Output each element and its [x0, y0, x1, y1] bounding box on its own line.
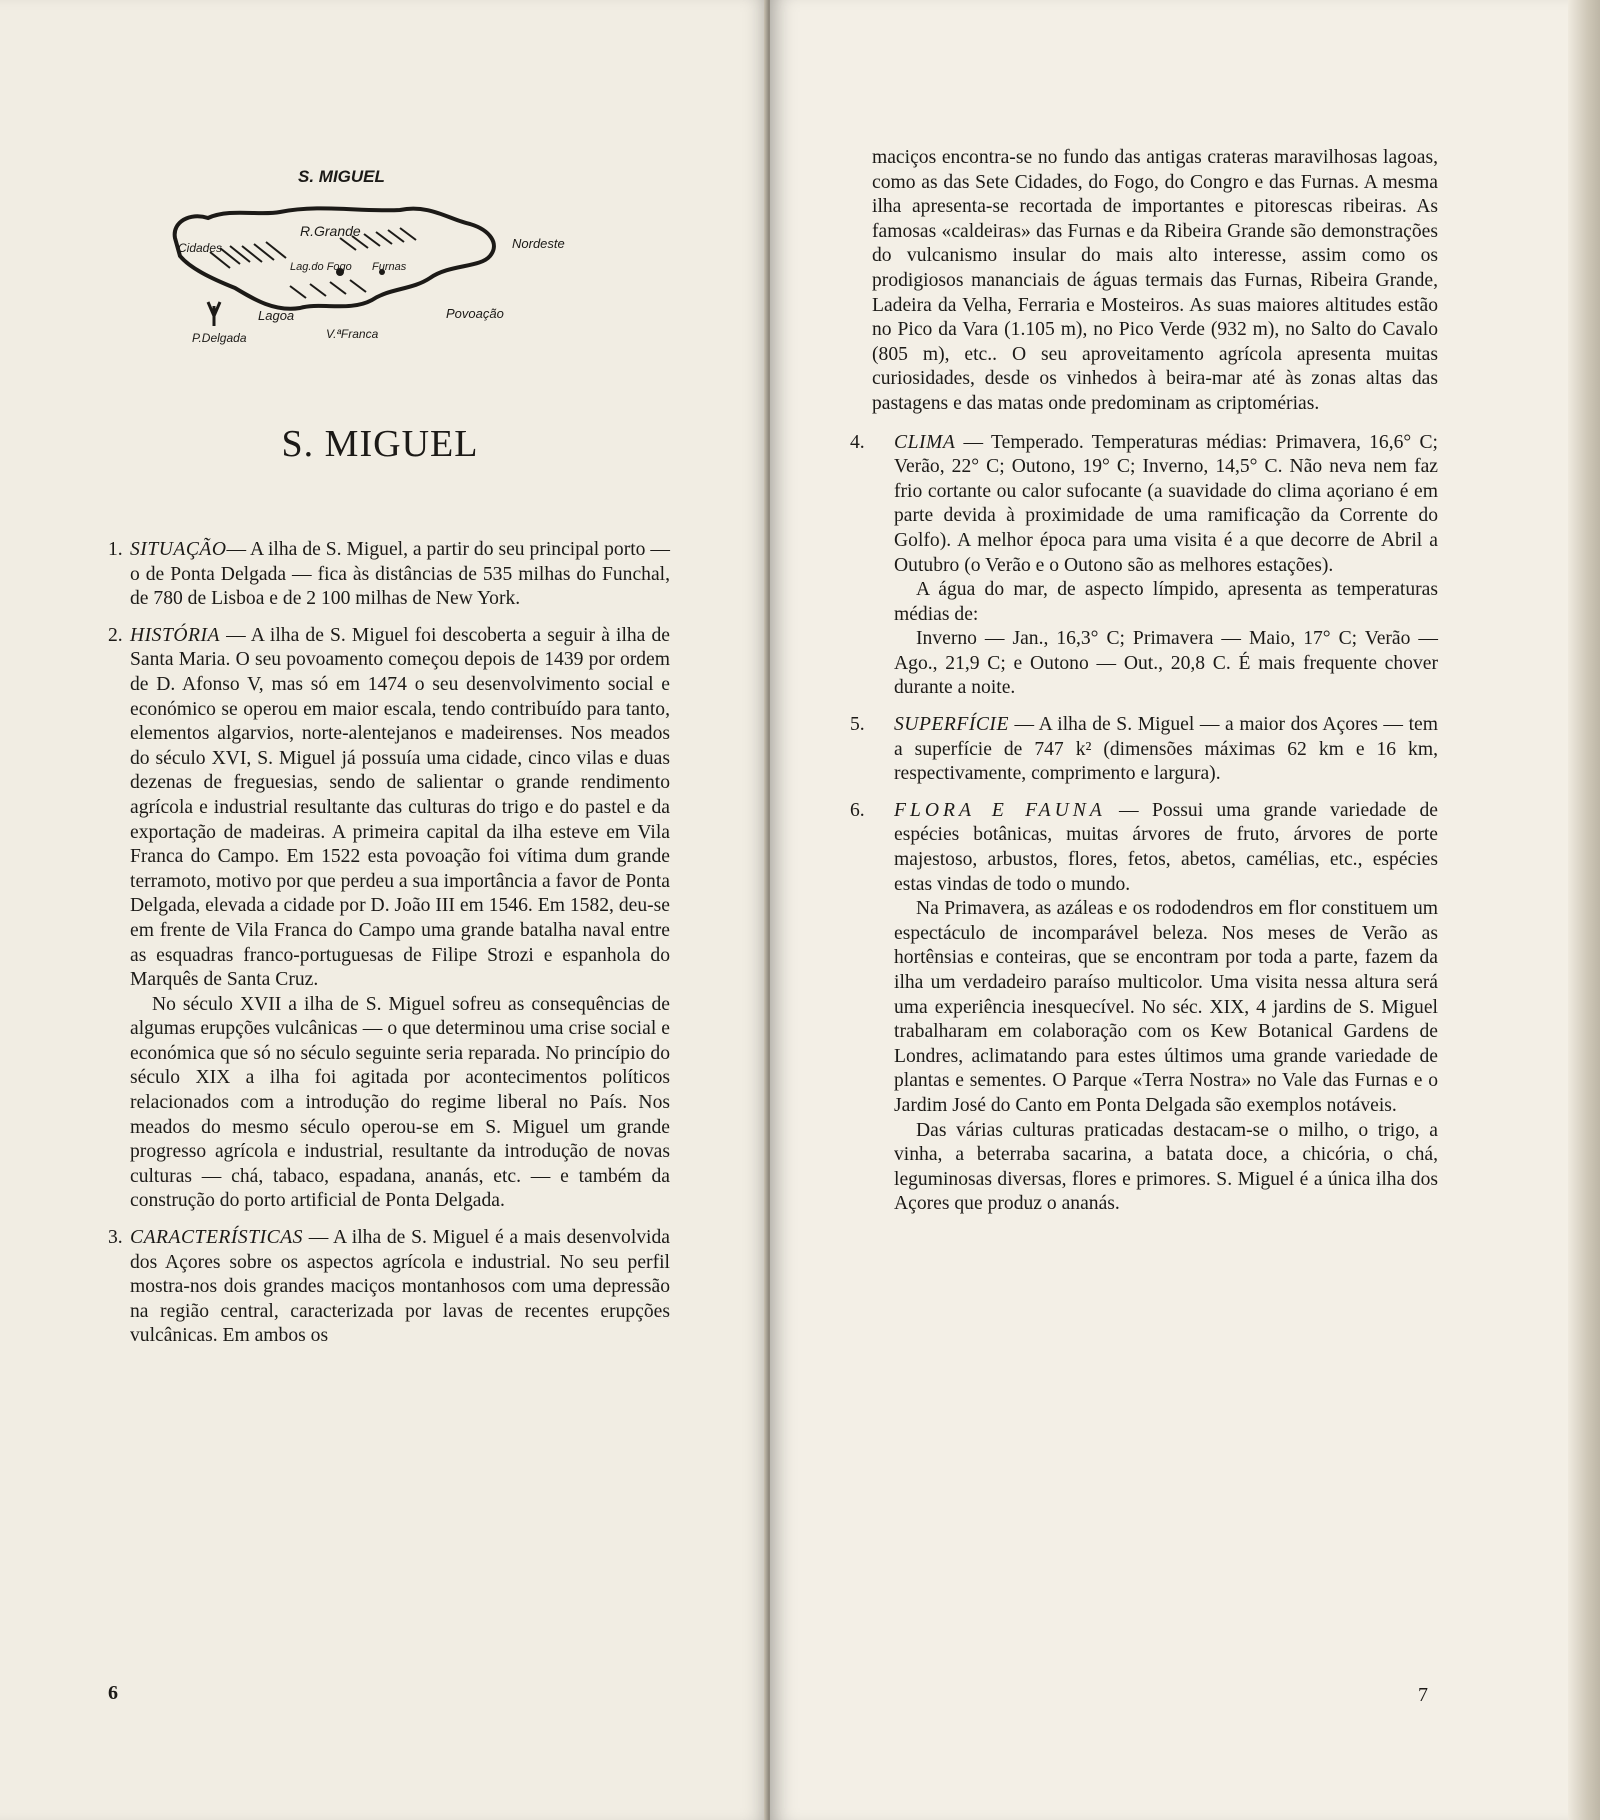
page-title: S. MIGUEL [281, 423, 479, 465]
left-page [0, 0, 770, 1820]
map-label-furnas: Furnas [372, 261, 407, 273]
continued-paragraph: maciços encontra-se no fundo das antigas crateras maravilhosas lagoas, como as das Sete Cidades, do Fogo, do Congro e das Furnas. A mesma ilha apresenta-se recortada de importantes e pitorescas ribeiras. As famosas «caldeiras» das Furnas e da Ribeira Grande são demonstrações do vulcanismo insular do mais alto interesse, assim como os prodigiosos mananciais de águas termais das Furnas, Ribeira Grande, Ladeira da Velha, Ferraria e Mosteiros. As suas maiores altitudes estão no Pico da Vara (1.105 m), no Pico Verde (932 m), no Salto do Cavalo (805 m), etc.. O seu aproveitamento agrícola apresenta muitas curiosidades, desde os vinhedos à beira-mar até às zonas altas das pastagens e das matas onde predominam as criptomérias. [872, 147, 1438, 414]
sao-miguel-island-map [150, 160, 590, 400]
map-label-vila-franca: V.ªFranca [326, 327, 379, 341]
map-label-nordeste: Nordeste [512, 236, 565, 251]
page-number-left: 6 [108, 1682, 118, 1704]
section-heading: CLIMA [894, 431, 956, 453]
section-text: — A ilha de S. Miguel — a maior dos Açores — tem a superfície de 747 k² (dimensões máximas 62 km e 16 km, respectivamente, comprimento e largura). [894, 714, 1438, 785]
section-clima [850, 431, 1438, 702]
section-number: 5. [850, 714, 865, 736]
section-text: — A ilha de S. Miguel, a partir do seu principal porto — o de Ponta Delgada — fica às distâncias de 535 milhas do Funchal, de 780 de Lisboa e de 2 100 milhas de New York. [130, 539, 670, 610]
map-label-povoacao: Povoação [446, 306, 504, 321]
section-number: 6. [850, 799, 865, 821]
section-number: 1. [108, 539, 123, 560]
map-label-ribeira-grande: R.Grande [300, 223, 361, 239]
page-edge-shadow [1568, 0, 1600, 1820]
left-column [108, 538, 670, 1361]
right-column [850, 146, 1438, 1229]
section-superficie [850, 713, 1438, 787]
section-situacao [108, 538, 670, 612]
section-number: 4. [850, 431, 865, 453]
section-paragraph: No século XVII a ilha de S. Miguel sofreu as consequências de algumas erupções vulcânicas — o que determinou uma crise social e económica que só no século seguinte seria reparada. No princípio do século XIX a ilha foi agitada por acontecimentos políticos relacionados com a introdução do regime liberal no País. Nos meados do mesmo século operou-se em S. Miguel um grande progresso agrícola e industrial, resultante da introdução de novas culturas — chá, tabaco, espadana, ananás, etc. — e também da construção do porto artificial de Ponta Delgada. [130, 993, 670, 1212]
section-heading: SUPERFÍCIE [894, 714, 1009, 736]
section-paragraph: Das várias culturas praticadas destacam-se o milho, o trigo, a vinha, a beterraba sacarina, a batata doce, a chicória, o chá, leguminosas diversas, flores e primores. S. Miguel é a única ilha dos Açores que produz o ananás. [894, 1119, 1438, 1215]
map-label-ponta-delgada: P.Delgada [192, 331, 247, 345]
right-page [770, 0, 1600, 1820]
section-text: — A ilha de S. Miguel foi descoberta a seguir à ilha de Santa Maria. O seu povoamento começou depois de 1439 por ordem de D. Afonso V, mas só em 1474 o seu desenvolvimento social e económico se operou em maior escala, tendo contribuído para tanto, elementos algarvios, norte-alentejanos e madeirenses. Nos meados do século XVI, S. Miguel já possuía uma cidade, cinco vilas e duas dezenas de freguesias, sendo de salientar o grande rendimento agrícola e industrial resultante das culturas do trigo e do pastel e da exportação de madeiras. A primeira capital da ilha esteve em Vila Franca do Campo. Em 1522 esta povoação foi vítima dum grande terramoto, motivo por que perdeu a sua importância a favor de Ponta Delgada, elevada a cidade por D. João III em 1546. Em 1582, deu-se em frente de Vila Franca do Campo uma grande batalha naval entre as esquadras franco-portuguesas de Filipe Strozi e espanhola do Marquês de Santa Cruz. [130, 624, 670, 991]
map-label-cidades: Cidades [178, 241, 223, 255]
section-paragraph: Na Primavera, as azáleas e os rododendros em flor constituem um espectáculo de incomparável beleza. Nos meses de Verão as hortênsias e conteiras, que se encontram por toda a parte, fazem da ilha um verdadeiro paraíso multicolor. Uma visita nessa altura será uma experiência inesquecível. No séc. XIX, 4 jardins de S. Miguel trabalharam em colaboração com os Kew Botanical Gardens de Londres, aclimatando para estes últimos uma grande variedade de plantas e sementes. O Parque «Terra Nostra» no Vale das Furnas e o Jardim José do Canto em Ponta Delgada são exemplos notáveis. [894, 898, 1438, 1116]
section-text: — Possui uma grande variedade de espécies botânicas, muitas árvores de fruto, árvores de porte majestoso, arbustos, flores, fetos, abetos, camélias, etc., espécies estas vindas de todo o mundo. [894, 799, 1438, 895]
section-caracteristicas [108, 1226, 670, 1349]
section-paragraph: A água do mar, de aspecto límpido, apresenta as temperaturas médias de: [894, 579, 1438, 625]
map-label-lagoa-do-fogo: Lag.do Fogo [290, 261, 352, 273]
section-historia [108, 624, 670, 1214]
map-title: S. MIGUEL [298, 167, 385, 186]
section-heading: CARACTERÍSTICAS [130, 1227, 303, 1249]
section-heading: FLORA E FAUNA [894, 799, 1106, 821]
page-number-right: 7 [1418, 1684, 1428, 1706]
section-number: 2. [108, 624, 123, 646]
anchor-icon [208, 302, 220, 326]
section-flora-e-fauna [850, 799, 1438, 1217]
section-number: 3. [108, 1227, 123, 1249]
section-text: — Temperado. Temperaturas médias: Primavera, 16,6° C; Verão, 22° C; Outono, 19° C; Inverno, 14,5° C. Não neva nem faz frio cortante ou calor sufocante (a suavidade do clima açoriano é em parte devida à proximidade de uma ramificação da Corrente do Golfo). A melhor época para uma visita é a que decorre de Abril a Outubro (o Verão e o Outono são as melhores estações). [894, 431, 1438, 576]
section-text: — A ilha de S. Miguel é a mais desenvolvida dos Açores sobre os aspectos agrícola e industrial. No seu perfil mostra-nos dois grandes maciços montanhosos com uma depressão na região central, caracterizada por lavas de recentes erupções vulcânicas. Em ambos os [130, 1227, 670, 1347]
section-heading: SITUAÇÃO [130, 539, 227, 560]
section-paragraph: Inverno — Jan., 16,3° C; Primavera — Maio, 17° C; Verão — Ago., 21,9 C; e Outono — Out., 20,8 C. É mais frequente chover durante a noite. [894, 628, 1438, 699]
map-label-lagoa: Lagoa [258, 308, 295, 323]
section-heading: HISTÓRIA [130, 624, 220, 646]
